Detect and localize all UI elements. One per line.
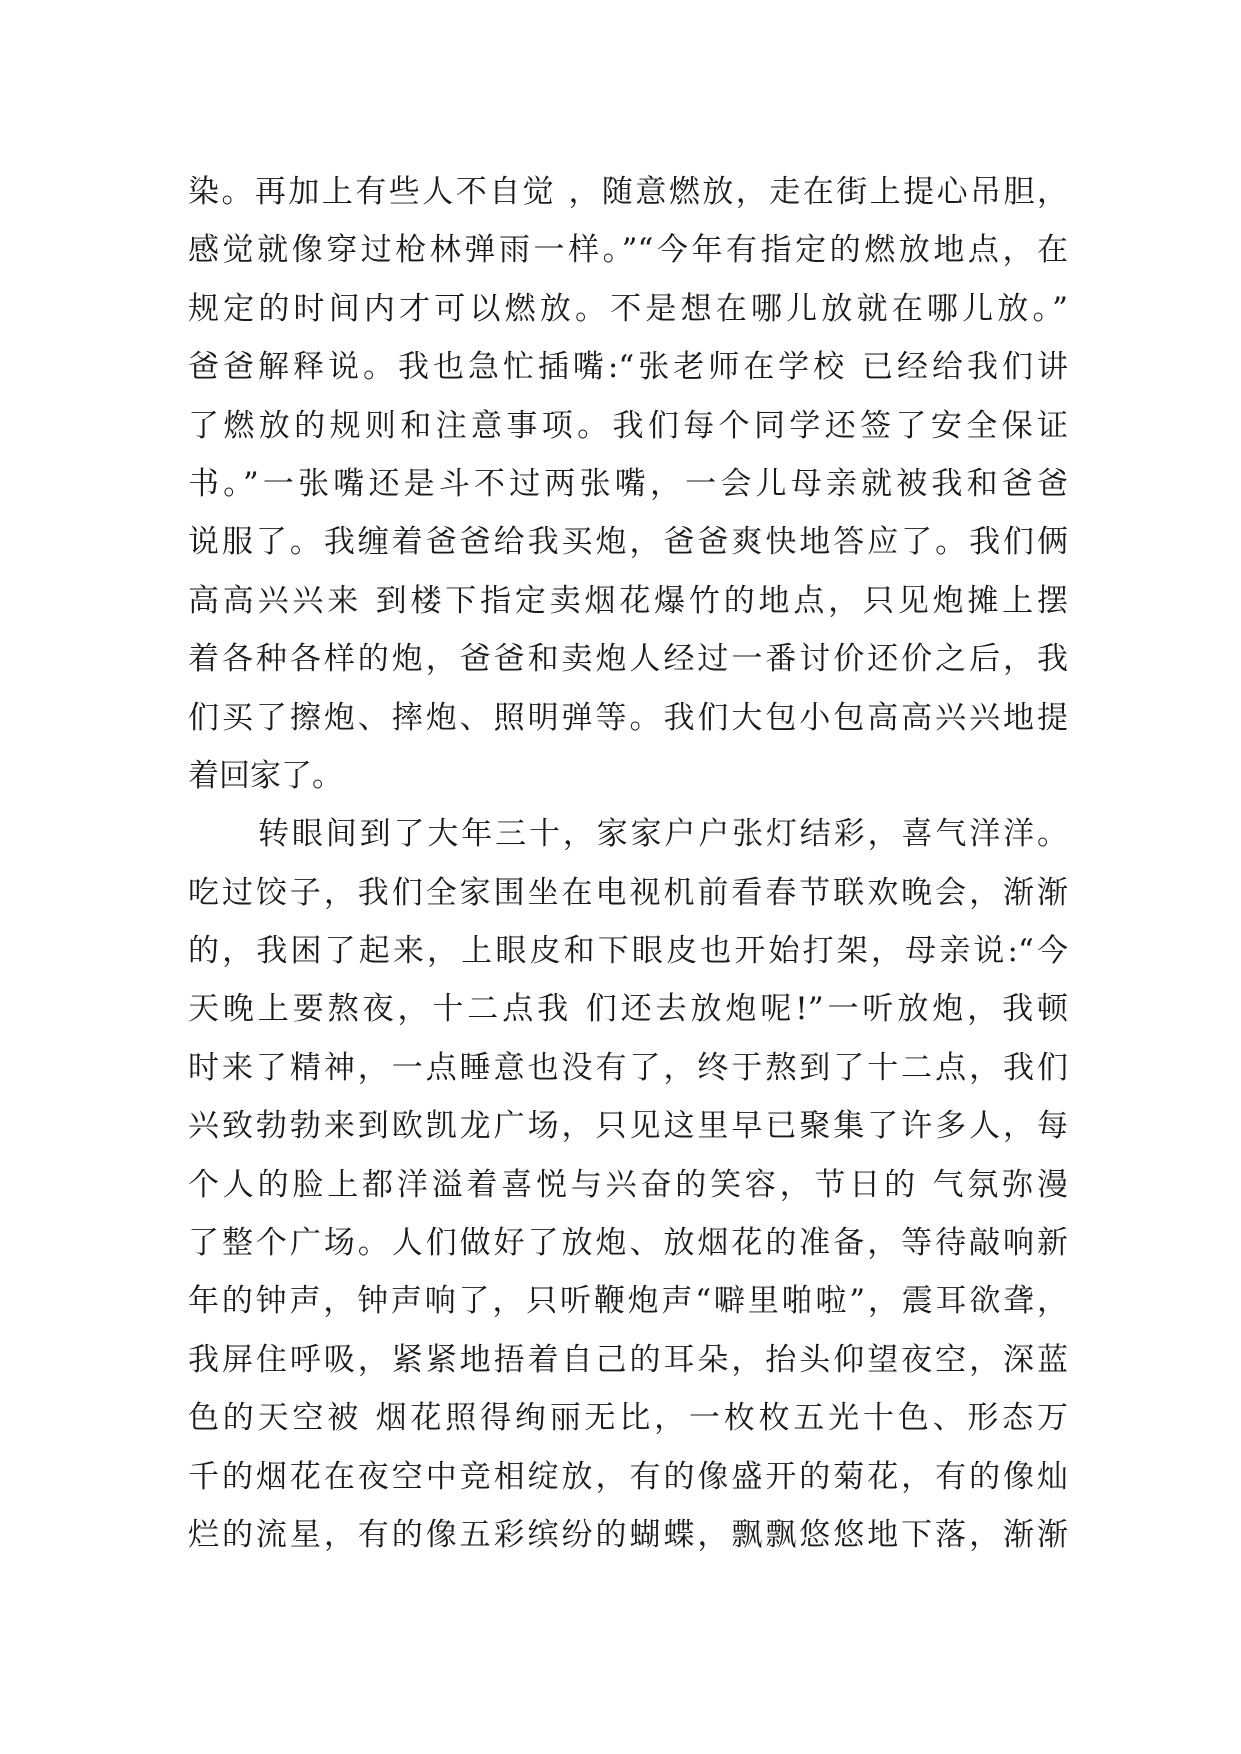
text-line: 千的烟花在夜空中竞相绽放，有的像盛开的菊花，有的像灿	[188, 1458, 1068, 1495]
text-line: 高高兴兴来 到楼下指定卖烟花爆竹的地点，只见炮摊上摆	[188, 582, 1068, 619]
text-line: 时来了精神，一点睡意也没有了，终于熬到了十二点，我们	[188, 1049, 1068, 1086]
text-line: 们买了擦炮、摔炮、照明弹等。我们大包小包高高兴兴地提	[188, 699, 1068, 736]
text-line: 染。再加上有些人不自觉 ，随意燃放，走在街上提心吊胆，	[188, 174, 1068, 210]
text-line: 感觉就像穿过枪林弹雨一样。”“今年有指定的燃放地点，在	[188, 232, 1068, 269]
body-text	[188, 163, 1068, 1564]
text-line: 天晚上要熬夜，十二点我 们还去放炮呢!”一听放炮，我顿	[188, 991, 1068, 1028]
text-line: 说服了。我缠着爸爸给我买炮，爸爸爽快地答应了。我们俩	[188, 524, 1068, 561]
text-line: 吃过饺子，我们全家围坐在电视机前看春节联欢晚会，渐渐	[188, 874, 1068, 911]
text-line: 着回家了。	[188, 757, 343, 794]
text-line: 了整个广场。人们做好了放炮、放烟花的准备，等待敲响新	[188, 1225, 1068, 1262]
text-line: 着各种各样的炮，爸爸和卖炮人经过一番讨价还价之后，我	[188, 641, 1068, 678]
text-line: 烂的流星，有的像五彩缤纷的蝴蝶，飘飘悠悠地下落，渐渐	[188, 1516, 1068, 1553]
text-line: 我屏住呼吸，紧紧地捂着自己的耳朵，抬头仰望夜空，深蓝	[188, 1341, 1068, 1378]
text-line: 爸爸解释说。我也急忙插嘴:“张老师在学校 已经给我们讲	[188, 349, 1068, 386]
text-line: 兴致勃勃来到欧凯龙广场，只见这里早已聚集了许多人，每	[188, 1108, 1068, 1145]
text-line: 个人的脸上都洋溢着喜悦与兴奋的笑容，节日的 气氛弥漫	[188, 1166, 1068, 1203]
text-line: 了燃放的规则和注意事项。我们每个同学还签了安全保证	[188, 407, 1068, 444]
text-line: 的，我困了起来，上眼皮和下眼皮也开始打架，母亲说:“今	[188, 933, 1068, 970]
paragraph-first-line: 转眼间到了大年三十，家家户户张灯结彩，喜气洋洋。	[258, 816, 1068, 853]
text-line: 规定的时间内才可以燃放。不是想在哪儿放就在哪儿放。”	[188, 290, 1068, 327]
text-line: 年的钟声，钟声响了，只听鞭炮声“噼里啪啦”，震耳欲聋，	[188, 1283, 1068, 1320]
text-line: 书。”一张嘴还是斗不过两张嘴，一会儿母亲就被我和爸爸	[188, 465, 1068, 502]
text-line: 色的天空被 烟花照得绚丽无比，一枚枚五光十色、形态万	[188, 1400, 1068, 1437]
